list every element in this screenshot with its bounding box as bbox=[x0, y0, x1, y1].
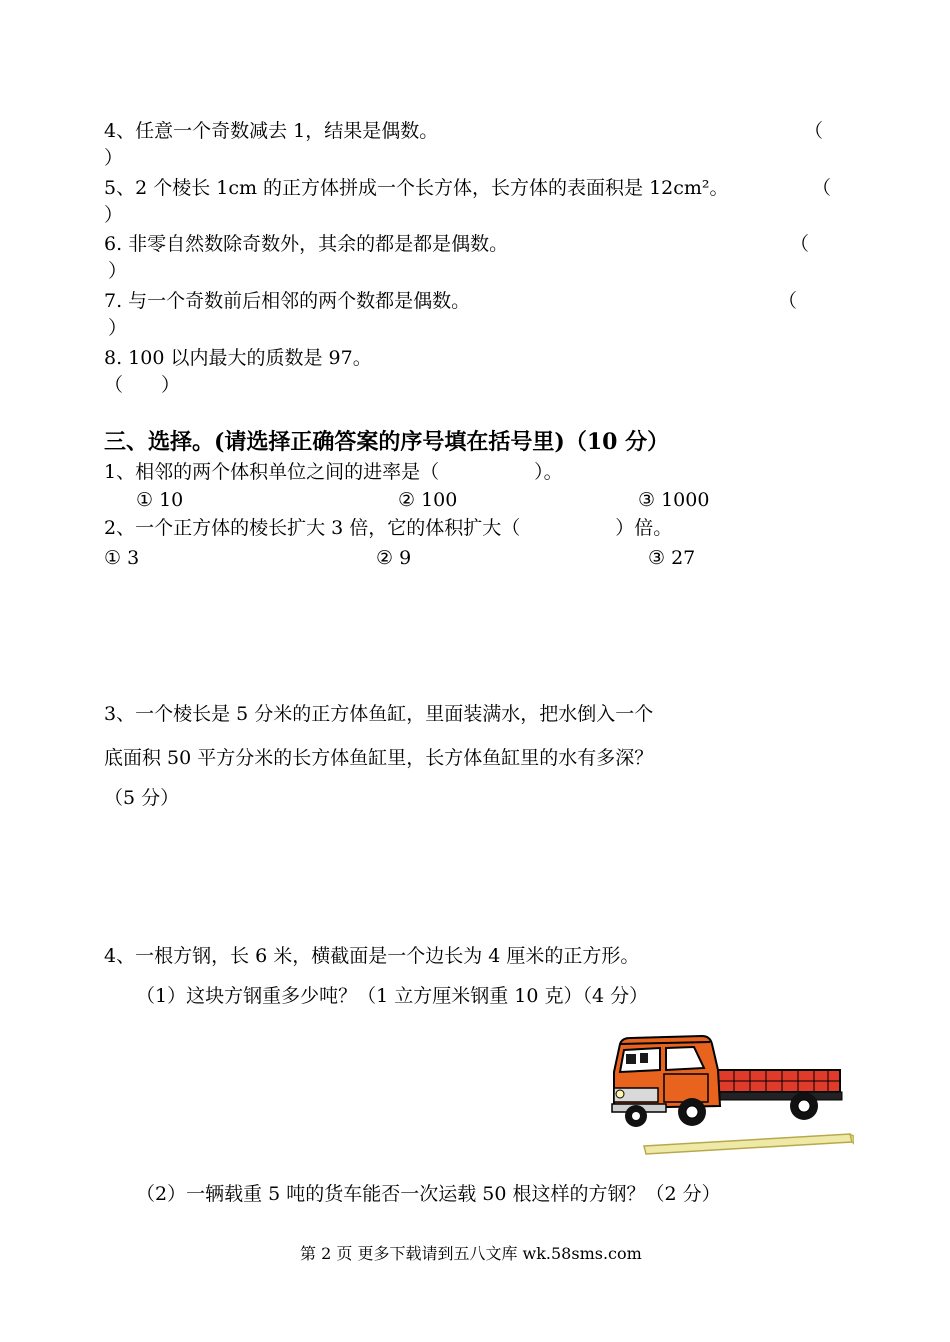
judge-item-7: 7. 与一个奇数前后相邻的两个数都是偶数。 bbox=[104, 290, 471, 312]
problem-4-sub-1: （1）这块方钢重多少吨？（1 立方厘米钢重 10 克）（4 分） bbox=[136, 985, 649, 1007]
choice-q2-option-2: ② 9 bbox=[376, 547, 412, 569]
judge-paren-open-4: （ bbox=[804, 120, 824, 142]
judge-paren-close-4: ） bbox=[104, 147, 124, 169]
choice-q2-option-1: ① 3 bbox=[104, 547, 140, 569]
judge-paren-open-5: （ bbox=[812, 177, 832, 199]
steel-bar bbox=[644, 1134, 852, 1154]
choice-q1-option-3: ③ 1000 bbox=[638, 489, 710, 511]
judge-item-5: 5、2 个棱长 1cm 的正方体拼成一个长方体，长方体的表面积是 12cm²。 bbox=[104, 177, 729, 199]
section-title-choice: 三、选择。(请选择正确答案的序号填在括号里)（10 分） bbox=[104, 429, 670, 455]
problem-3-line-1: 3、一个棱长是 5 分米的正方体鱼缸，里面装满水，把水倒入一个 bbox=[104, 703, 654, 725]
judge-paren-open-7: （ bbox=[778, 290, 798, 312]
judge-item-8: 8. 100 以内最大的质数是 97。 bbox=[104, 347, 372, 369]
choice-q1-option-1: ① 10 bbox=[136, 489, 184, 511]
choice-q2: 2、一个正方体的棱长扩大 3 倍，它的体积扩大（ ）倍。 bbox=[104, 517, 673, 539]
choice-q1-option-2: ② 100 bbox=[398, 489, 458, 511]
judge-item-4: 4、任意一个奇数减去 1，结果是偶数。 bbox=[104, 120, 439, 142]
problem-3-score: （5 分） bbox=[104, 787, 180, 809]
judge-paren-8: （ ） bbox=[104, 374, 181, 396]
judge-paren-close-7: ） bbox=[108, 317, 128, 339]
problem-4-line-1: 4、一根方钢，长 6 米，横截面是一个边长为 4 厘米的正方形。 bbox=[104, 945, 640, 967]
problem-4-sub-2: （2）一辆载重 5 吨的货车能否一次运载 50 根这样的方钢？（2 分） bbox=[136, 1183, 721, 1205]
judge-paren-close-5: ） bbox=[104, 204, 124, 226]
judge-item-6: 6. 非零自然数除奇数外，其余的都是都是偶数。 bbox=[104, 233, 509, 255]
judge-paren-close-6: ） bbox=[108, 260, 128, 282]
truck-illustration bbox=[606, 1030, 854, 1158]
problem-3-line-2: 底面积 50 平方分米的长方体鱼缸里，长方体鱼缸里的水有多深？ bbox=[104, 747, 654, 769]
choice-q2-option-3: ③ 27 bbox=[648, 547, 696, 569]
page-footer: 第 2 页 更多下载请到五八文库 wk.58sms.com bbox=[300, 1244, 642, 1263]
choice-q1: 1、相邻的两个体积单位之间的进率是（ ）。 bbox=[104, 461, 563, 483]
judge-paren-open-6: （ bbox=[790, 233, 810, 255]
